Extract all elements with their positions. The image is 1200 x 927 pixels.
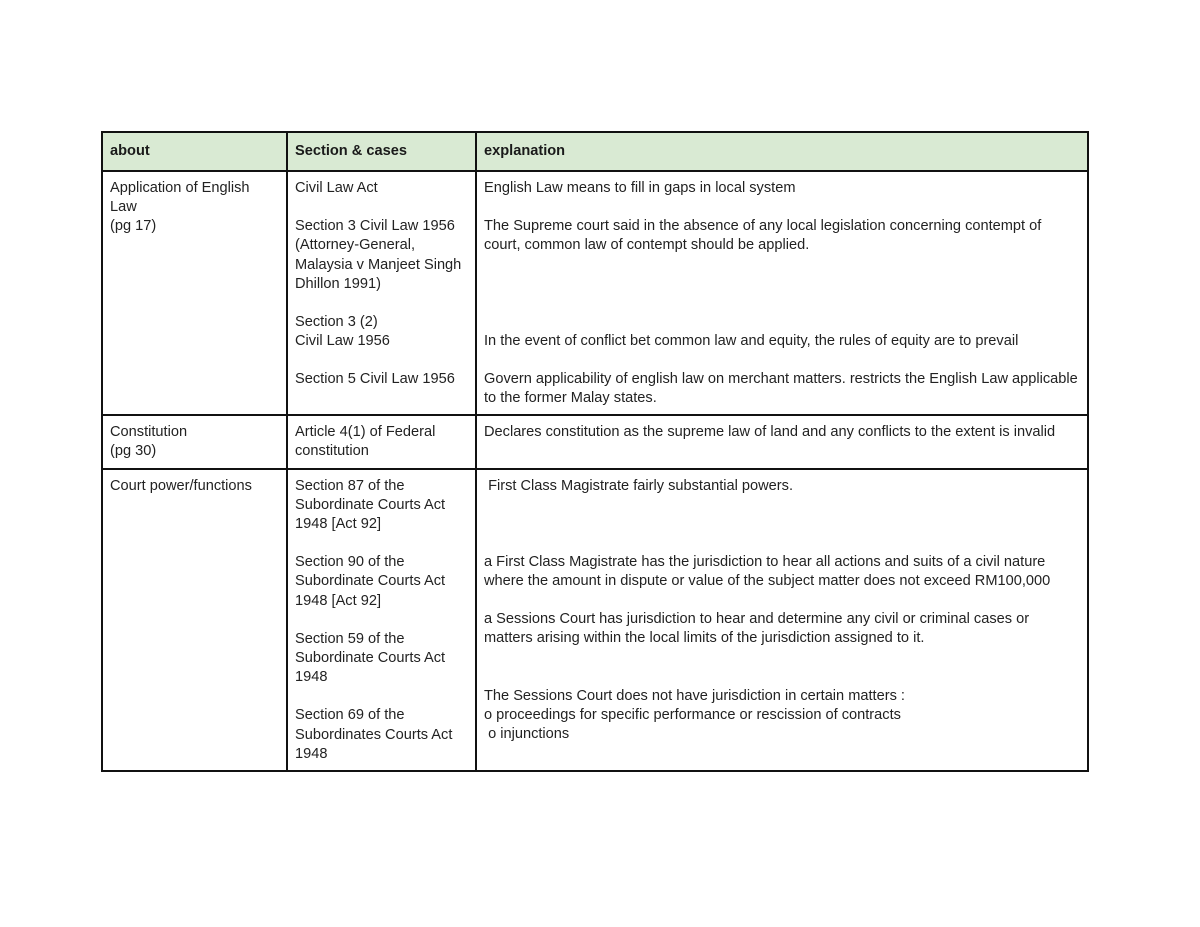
explanation-entry: English Law means to fill in gaps in local system (484, 180, 796, 196)
cell-sections (287, 469, 476, 771)
explanation-entry: The Supreme court said in the absence of any local legislation concerning contempt of court, common law of contempt should be applied. (484, 218, 1046, 254)
about-text: Court power/functions (110, 477, 252, 494)
explanation-entry: In the event of conflict bet common law and equity, the rules of equity are to prevail (484, 332, 1019, 349)
cell-explanations (476, 415, 1088, 468)
cell-about (102, 469, 287, 771)
table-row (102, 469, 1088, 771)
cell-about (102, 415, 287, 468)
cell-sections (287, 171, 476, 415)
explanation-entry: a First Class Magistrate has the jurisdiction to hear all actions and suits of a civil nature where the amount in dispute or value of the subject matter does not exceed RM100,000 (484, 553, 1051, 590)
explanation-entry: Declares constitution as the supreme law of land and any conflicts to the extent is invalid (484, 424, 1056, 441)
table-row (102, 415, 1088, 468)
header-row (102, 132, 1088, 171)
section-entry: Section 5 Civil Law 1956 (295, 371, 455, 388)
header-section-cases: Section & cases (287, 132, 476, 171)
header-explanation: explanation (476, 132, 1088, 171)
explanation-entry: Govern applicability of english law on merchant matters. restricts the English Law applicable to the former Malay states. (484, 370, 1082, 407)
section-entry: Section 69 of the Subordinates Courts Act 1948 (295, 707, 457, 762)
explanation-entry: a Sessions Court has jurisdiction to hear and determine any civil or criminal cases or matters arising within the local limits of the jurisdiction assigned to it. (484, 611, 1034, 647)
table-row (102, 171, 1088, 415)
cell-explanations (476, 171, 1088, 415)
cell-explanations (476, 469, 1088, 771)
section-entry: Civil Law Act (295, 180, 378, 196)
section-entry: Section 90 of the Subordinate Courts Act 1948 [Act 92] (295, 554, 450, 609)
header-about: about (102, 132, 287, 171)
explanation-entry: The Sessions Court does not have jurisdiction in certain matters : o proceedings for specific performance or rescission of contracts o injunctions (484, 687, 905, 743)
cell-about (102, 171, 287, 415)
section-entry: Section 3 Civil Law 1956 (Attorney-General, Malaysia v Manjeet Singh Dhillon 1991) (295, 218, 462, 292)
section-entry: Section 59 of the Subordinate Courts Act 1948 (295, 630, 450, 686)
section-entry: Section 3 (2) Civil Law 1956 (295, 314, 390, 350)
notes-table (101, 131, 1089, 772)
section-entry: Article 4(1) of Federal constitution (295, 424, 440, 460)
cell-sections (287, 415, 476, 468)
about-text: Application of English Law (pg 17) (110, 180, 250, 235)
explanation-entry: First Class Magistrate fairly substantial powers. (484, 477, 794, 494)
section-entry: Section 87 of the Subordinate Courts Act 1948 [Act 92] (295, 477, 450, 533)
about-text: Constitution (pg 30) (110, 424, 188, 460)
